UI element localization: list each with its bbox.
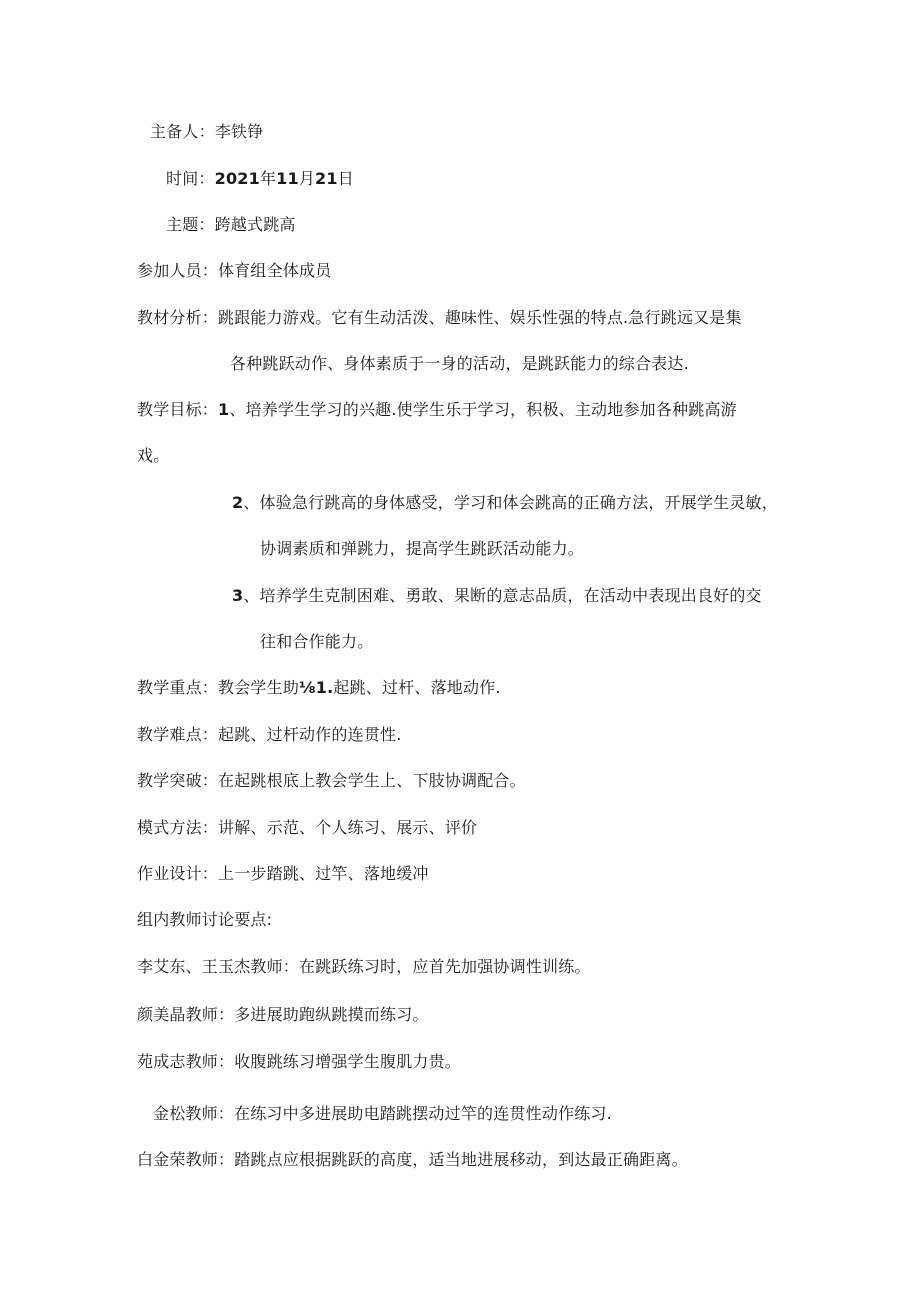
objective-1-line-1: [137, 399, 737, 421]
discussion-item-2: [137, 1004, 429, 1026]
key-point-post: 起跳、过杆、落地动作.: [333, 678, 501, 697]
homework-value: 上一步踏跳、过竿、落地缓冲: [218, 864, 429, 883]
key-point-line: [137, 677, 501, 699]
key-point-pre: 教会学生助: [218, 678, 300, 697]
method-line: [137, 817, 477, 839]
preparer-line: [150, 121, 263, 143]
time-month: 11: [276, 169, 299, 188]
objective-1-num: 1: [218, 400, 230, 419]
time-line: [166, 168, 354, 190]
objective-2-text-1: 、体验急行跳高的身体感受，学习和体会跳高的正确方法，开展学生灵敏，: [243, 493, 778, 512]
discussion-point-3: 收腹跳练习增强学生腹肌力贵。: [234, 1052, 462, 1071]
topic-value: 跨越式跳高: [214, 215, 296, 234]
discussion-teacher-5: 白金荣教师：: [137, 1150, 235, 1169]
topic-line: [166, 214, 296, 236]
difficulty-line: [137, 724, 402, 746]
difficulty-value: 起跳、过杆动作的连贯性.: [218, 725, 402, 744]
discussion-point-2: 多进展助跑纵跳摸而练习。: [234, 1005, 429, 1024]
time-year: 2021: [214, 169, 260, 188]
discussion-teacher-1: 李艾东、王玉杰教师：: [137, 957, 300, 976]
analysis-line-2: [230, 353, 689, 375]
objective-1-text-1: 、培养学生学习的兴趣.使学生乐于学习，积极、主动地参加各种跳高游: [229, 400, 737, 419]
time-year-unit: 年: [259, 169, 277, 188]
objective-2-num: 2: [232, 493, 244, 512]
time-day-unit: 日: [337, 169, 354, 188]
method-label: 模式方法：: [137, 818, 219, 837]
objective-1-line-2: [137, 445, 169, 467]
time-label: 时间：: [166, 169, 215, 188]
objective-2-text-2: 协调素质和弹跳力，提高学生跳跃活动能力。: [260, 539, 585, 558]
objective-2-line-2: [260, 538, 584, 560]
participants-line: [137, 260, 331, 282]
discussion-item-3: [137, 1051, 461, 1073]
discussion-teacher-3: 苑成志教师：: [137, 1052, 235, 1071]
difficulty-label: 教学难点：: [137, 725, 219, 744]
breakthrough-label: 教学突破：: [137, 771, 219, 790]
breakthrough-line: [137, 770, 526, 792]
time-month-unit: 月: [298, 169, 316, 188]
discussion-item-1: [137, 956, 591, 978]
discussion-point-5: 踏跳点应根据跳跃的高度，适当地进展移动，到达最正确距离。: [234, 1150, 688, 1169]
discussion-title: [137, 909, 272, 931]
topic-label: 主题：: [166, 215, 215, 234]
analysis-text-2: 各种跳跃动作、身体素质于一身的活动，是跳跃能力的综合表达.: [230, 354, 689, 373]
breakthrough-value: 在起跳根底上教会学生上、下肢协调配合。: [218, 771, 526, 790]
time-day: 21: [315, 169, 338, 188]
key-point-bold: ⅛1.: [299, 678, 334, 697]
preparer-label: 主备人：: [150, 122, 215, 141]
analysis-line-1: [137, 307, 742, 329]
discussion-teacher-2: 颜美晶教师：: [137, 1005, 235, 1024]
objective-3-text-1: 、培养学生克制困难、勇敢、果断的意志品质，在活动中表现出良好的交: [243, 586, 762, 605]
objective-1-text-2: 戏。: [137, 446, 170, 465]
analysis-text-1: 跳跟能力游戏。它有生动活泼、趣味性、娱乐性强的特点.急行跳远又是集: [218, 308, 742, 327]
key-point-label: 教学重点：: [137, 678, 219, 697]
discussion-point-4: 在练习中多进展助电踏跳摆动过竿的连贯性动作练习.: [234, 1104, 612, 1123]
discussion-item-4: [153, 1103, 612, 1125]
objective-3-line-2: [260, 631, 373, 653]
objective-3-text-2: 往和合作能力。: [260, 632, 374, 651]
objective-2-line-1: [232, 492, 778, 514]
preparer-value: 李铁铮: [214, 122, 264, 141]
objective-3-line-1: [232, 585, 762, 607]
discussion-teacher-4: 金松教师：: [153, 1104, 235, 1123]
discussion-item-5: [137, 1149, 688, 1171]
objectives-label: 教学目标：: [137, 400, 219, 419]
homework-label: 作业设计：: [137, 864, 219, 883]
analysis-label: 教材分析：: [137, 308, 219, 327]
homework-line: [137, 863, 429, 885]
objective-3-num: 3: [232, 586, 244, 605]
method-value: 讲解、示范、个人练习、展示、评价: [218, 818, 478, 837]
discussion-title-text: 组内教师讨论要点:: [137, 910, 273, 929]
participants-label: 参加人员：: [137, 261, 219, 280]
participants-value: 体育组全体成员: [218, 261, 332, 280]
discussion-point-1: 在跳跃练习时，应首先加强协调性训练。: [299, 957, 591, 976]
